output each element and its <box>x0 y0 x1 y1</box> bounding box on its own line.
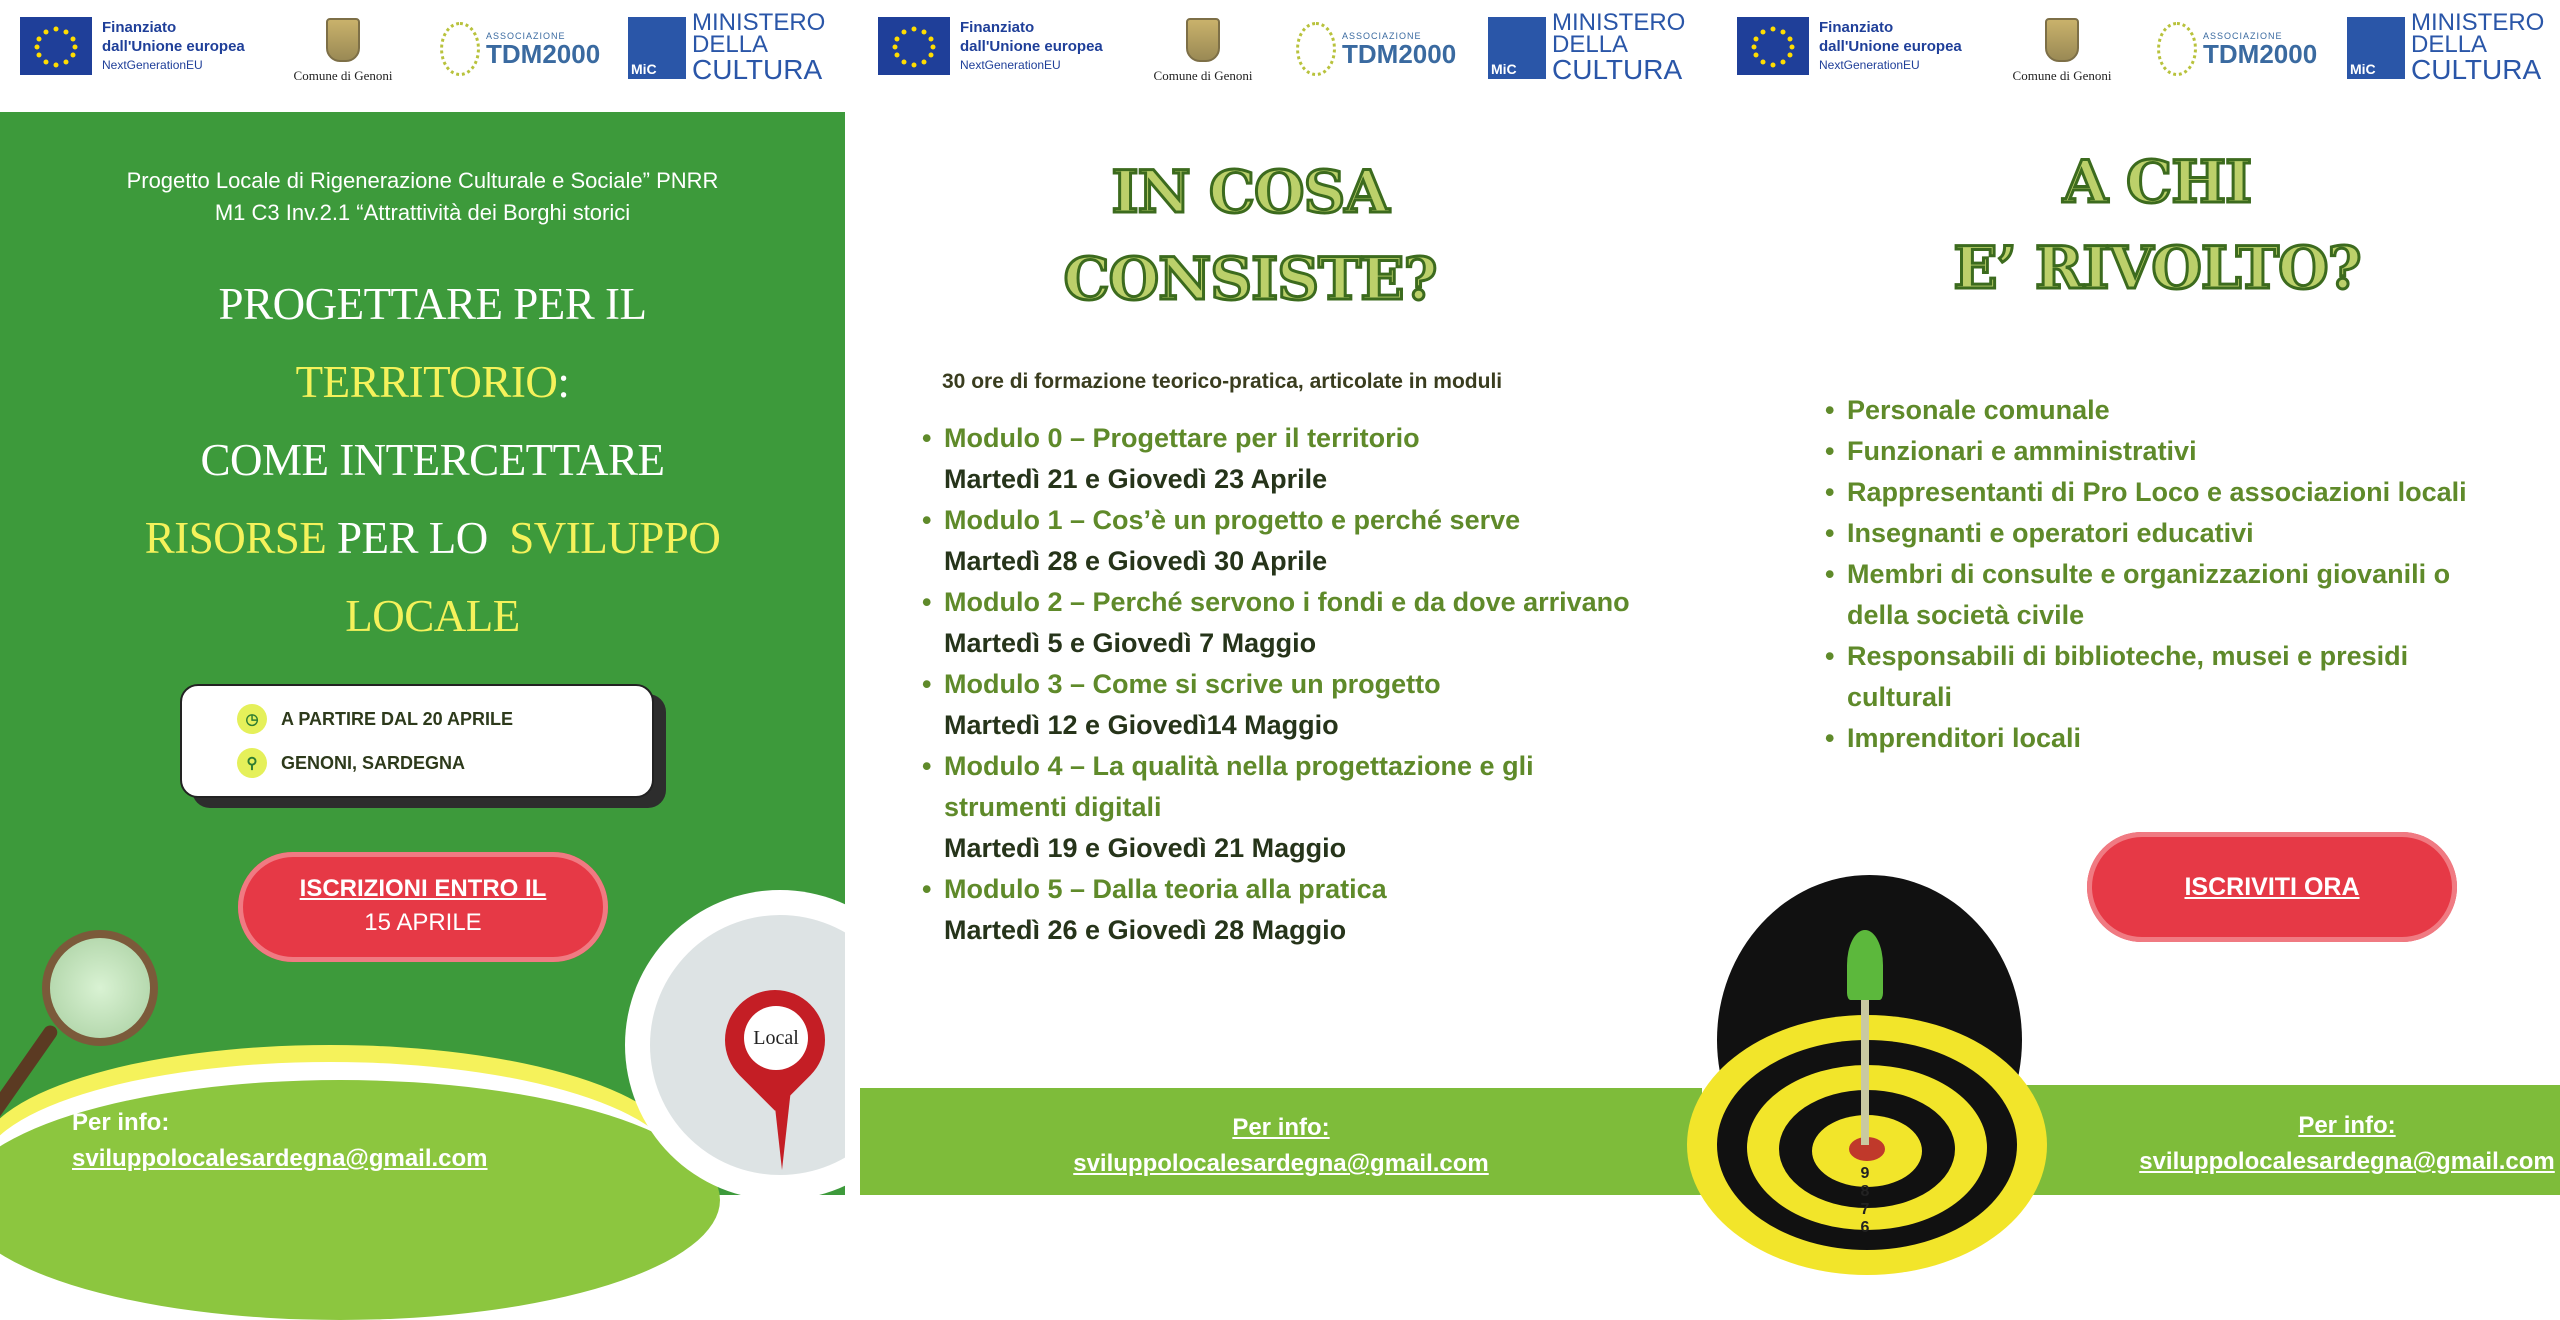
title-line3: COME INTERCETTARE <box>200 435 665 485</box>
eu-line2: dall'Unione europea <box>960 37 1103 55</box>
eu-line3: NextGenerationEU <box>960 57 1061 72</box>
list-item-text: Rappresentanti di Pro Loco e associazioni locali <box>1847 477 2467 507</box>
module-title: Modulo 4 – La qualità nella progettazione e gli strumenti digitali <box>944 751 1534 822</box>
module-date: Martedì 21 e Giovedì 23 Aprile <box>944 464 1328 494</box>
tdm-logo <box>2157 22 2317 76</box>
mic-line1: MINISTERO <box>1552 9 1686 36</box>
pin-label: Local <box>744 1006 808 1070</box>
panel-gap <box>1702 0 1717 1195</box>
module-title: Modulo 0 – Progettare per il territorio <box>944 423 1420 453</box>
title-colon: : <box>557 357 570 407</box>
bullet: • <box>1825 395 1835 425</box>
list-item-text: Personale comunale <box>1847 395 2110 425</box>
title-highlight-territorio: TERRITORIO <box>295 357 558 407</box>
module-item <box>922 869 1682 910</box>
tdm-big: TDM2000 <box>1342 39 1457 69</box>
mic-line3: CULTURA <box>1552 54 1683 85</box>
mic-line3: CULTURA <box>692 54 823 85</box>
bullet: • <box>1825 477 1835 507</box>
flyer-panel-intro <box>0 0 845 1195</box>
event-info-card <box>180 684 654 798</box>
module-item <box>922 746 1682 828</box>
eu-line3: NextGenerationEU <box>102 57 203 72</box>
button-line2: 15 APRILE <box>364 909 482 936</box>
list-item-text: Insegnanti e operatori educativi <box>1847 518 2254 548</box>
info-email-link[interactable]: sviluppolocalesardegna@gmail.com <box>72 1145 488 1172</box>
mic-line2: DELLA <box>692 31 769 58</box>
info-email-link[interactable]: sviluppolocalesardegna@gmail.com <box>1073 1150 1489 1177</box>
title-highlight-sviluppo: SVILUPPO <box>509 513 721 563</box>
crest-icon <box>2045 18 2079 62</box>
dartboard-numbers <box>1855 1165 1875 1237</box>
mic-line2: DELLA <box>1552 31 1629 58</box>
eu-flag-icon <box>878 17 950 75</box>
tdm-small: ASSOCIAZIONE <box>486 31 566 41</box>
module-title: Modulo 3 – Come si scrive un progetto <box>944 669 1441 699</box>
bullet: • <box>922 669 932 699</box>
module-date: Martedì 26 e Giovedì 28 Maggio <box>944 915 1347 945</box>
bullet: • <box>1825 641 1835 671</box>
crest-icon <box>1186 18 1220 62</box>
bullet: • <box>922 751 932 781</box>
eu-flag-icon <box>1737 17 1809 75</box>
registration-deadline-button[interactable] <box>238 852 608 962</box>
module-item <box>922 582 1682 623</box>
audience-title-line2: E’ RIVOLTO? <box>1953 234 2361 302</box>
bullet: • <box>922 587 932 617</box>
contact-info <box>72 1105 488 1177</box>
title-line1: PROGETTARE PER IL <box>218 279 647 329</box>
program-lead: 30 ore di formazione teorico-pratica, articolate in moduli <box>942 370 1503 393</box>
module-list <box>922 418 1682 951</box>
dart-number: 9 <box>1860 1165 1870 1182</box>
subtitle-line2: M1 C3 Inv.2.1 “Attrattività dei Borghi storici <box>214 200 631 225</box>
button-line1: ISCRIZIONI ENTRO IL <box>299 875 547 902</box>
title-line2 <box>0 343 865 421</box>
mic-line1: MINISTERO <box>2411 9 2545 36</box>
bullet: • <box>922 423 932 453</box>
mic-box: MiC <box>2347 17 2405 79</box>
module-date: Martedì 28 e Giovedì 30 Aprile <box>944 546 1328 576</box>
list-item <box>1825 390 2505 431</box>
module-item <box>922 500 1682 541</box>
list-item-text: Imprenditori locali <box>1847 723 2082 753</box>
place-text: GENONI, SARDEGNA <box>281 752 466 773</box>
list-item <box>1825 513 2505 554</box>
eu-line1: Finanziato <box>1819 18 1894 36</box>
title-line4 <box>0 499 865 577</box>
list-item <box>1825 554 2505 636</box>
audience-list <box>1825 390 2505 759</box>
program-title-line1: IN COSA <box>1111 158 1389 226</box>
eu-logo <box>1737 17 1962 75</box>
bullet: • <box>922 874 932 904</box>
list-item-text: Funzionari e amministrativi <box>1847 436 2197 466</box>
flyer-panel-audience <box>1717 0 2560 1236</box>
module-title: Modulo 5 – Dalla teoria alla pratica <box>944 874 1387 904</box>
module-date: Martedì 19 e Giovedì 21 Maggio <box>944 833 1347 863</box>
project-subtitle <box>0 165 845 229</box>
bullet: • <box>1825 518 1835 548</box>
tdm-small: ASSOCIAZIONE <box>1342 31 1422 41</box>
tdm-logo <box>1296 22 1456 76</box>
eu-line3: NextGenerationEU <box>1819 57 1920 72</box>
comune-logo <box>288 18 398 84</box>
list-item <box>1825 718 2505 759</box>
audience-title-line1: A CHI <box>2062 148 2252 216</box>
comune-logo <box>2007 18 2117 84</box>
module-date: Martedì 5 e Giovedì 7 Maggio <box>944 628 1317 658</box>
title-line5 <box>0 577 865 655</box>
tdm-small: ASSOCIAZIONE <box>2203 31 2283 41</box>
mic-box: MiC <box>1488 17 1546 79</box>
mic-logo <box>2347 9 2545 85</box>
location-icon: ⚲ <box>237 748 267 778</box>
logo-strip <box>0 0 845 112</box>
mic-logo <box>1488 9 1686 85</box>
eu-logo <box>878 17 1103 75</box>
register-now-button[interactable]: ISCRIVITI ORA <box>2087 832 2457 942</box>
logo-strip <box>1717 0 2560 112</box>
dart-number: 6 <box>1860 1219 1870 1236</box>
eu-line1: Finanziato <box>102 18 177 36</box>
contact-footer <box>860 1088 1702 1195</box>
module-title: Modulo 1 – Cos’è un progetto e perché serve <box>944 505 1521 535</box>
bullet: • <box>1825 559 1835 589</box>
date-row <box>237 704 513 734</box>
tdm-logo <box>440 22 600 76</box>
bullet: • <box>1825 436 1835 466</box>
dart-flight-icon <box>1847 930 1883 1000</box>
place-row <box>237 748 465 778</box>
tdm-big: TDM2000 <box>2203 39 2318 69</box>
subtitle-line1: Progetto Locale di Rigenerazione Culturale e Sociale” PNRR <box>126 168 719 193</box>
list-item <box>1825 472 2505 513</box>
tdm-big: TDM2000 <box>486 39 601 69</box>
eu-line1: Finanziato <box>960 18 1035 36</box>
logo-strip <box>860 0 1702 112</box>
comune-logo <box>1148 18 1258 84</box>
module-item <box>922 664 1682 705</box>
eu-flag-icon <box>20 17 92 75</box>
mic-line1: MINISTERO <box>692 9 826 36</box>
info-label: Per info: <box>72 1109 170 1136</box>
tdm-mark-icon <box>440 22 480 76</box>
eu-line2: dall'Unione europea <box>1819 37 1962 55</box>
dartboard-image <box>1717 875 2022 1236</box>
contact-info <box>2137 1108 2557 1180</box>
program-title-line2: CONSISTE? <box>1063 245 1437 313</box>
eu-line2: dall'Unione europea <box>102 37 245 55</box>
main-title <box>0 265 865 655</box>
crest-icon <box>326 18 360 62</box>
tdm-mark-icon <box>1296 22 1336 76</box>
module-date: Martedì 12 e Giovedì14 Maggio <box>944 710 1339 740</box>
comune-name: Comune di Genoni <box>2012 68 2112 83</box>
list-item <box>1825 636 2505 718</box>
comune-name: Comune di Genoni <box>293 68 393 83</box>
bullet: • <box>922 505 932 535</box>
dart-number: 8 <box>1860 1183 1870 1200</box>
module-title: Modulo 2 – Perché servono i fondi e da dove arrivano <box>944 587 1630 617</box>
title-highlight-risorse: RISORSE <box>144 513 327 563</box>
list-item <box>1825 431 2505 472</box>
info-label: Per info: <box>2298 1112 2396 1139</box>
comune-name: Comune di Genoni <box>1153 68 1253 83</box>
flyer-panel-program <box>860 0 1702 1195</box>
list-item-text: Responsabili di biblioteche, musei e presidi culturali <box>1847 641 2409 712</box>
dart-number: 7 <box>1860 1201 1870 1218</box>
mic-line3: CULTURA <box>2411 54 2542 85</box>
tdm-mark-icon <box>2157 22 2197 76</box>
info-email-link[interactable]: sviluppolocalesardegna@gmail.com <box>2139 1148 2555 1175</box>
clock-icon: ◷ <box>237 704 267 734</box>
mic-box: MiC <box>628 17 686 79</box>
title-mid: PER LO <box>326 513 510 563</box>
magnifier-icon <box>42 930 158 1046</box>
date-text: A PARTIRE DAL 20 APRILE <box>281 708 514 729</box>
title-highlight-locale: LOCALE <box>345 591 520 641</box>
info-label: Per info: <box>1232 1114 1330 1141</box>
bullet: • <box>1825 723 1835 753</box>
list-item-text: Membri di consulte e organizzazioni giovanili o della società civile <box>1847 559 2451 630</box>
panel-gap <box>845 0 860 1195</box>
mic-logo <box>628 9 826 85</box>
module-item <box>922 418 1682 459</box>
mic-line2: DELLA <box>2411 31 2488 58</box>
eu-logo <box>20 17 245 75</box>
